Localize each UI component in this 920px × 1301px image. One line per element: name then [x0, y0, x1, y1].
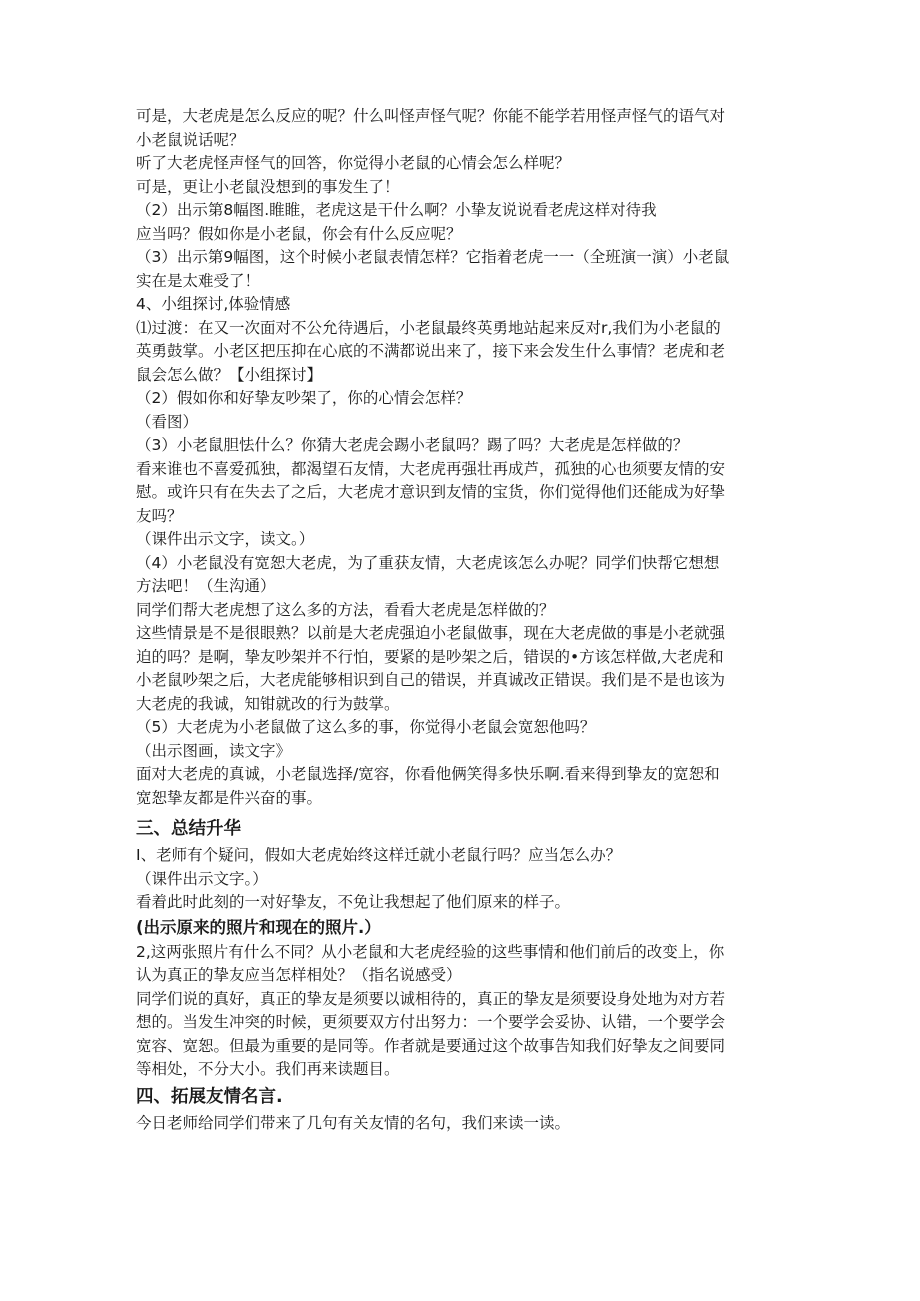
text-line: 4、小组探讨,体验情感 [136, 295, 291, 313]
text-line: 英勇鼓掌。小老区把压抑在心底的不满都说出来了，接下来会发生什么事情？老虎和老 [136, 342, 726, 360]
text-line: 宽容、宽恕。但最为重要的是同等。作者就是要通过这个故事告知我们好挚友之间要同 [136, 1036, 726, 1055]
text-line: 实在是太难受了！ [136, 271, 261, 290]
text-line: 今日老师给同学们带来了几句有关友情的名句，我们来读一读。 [136, 1113, 571, 1132]
text-line: 宽恕挚友都是件兴奋的事。 [136, 788, 323, 807]
text-line: 2,这两张照片有什么不同？从小老鼠和大老虎经验的这些事情和他们前后的改变上，你 [136, 942, 725, 961]
section-heading: 四、拓展友情名言. [136, 1086, 283, 1107]
text-line: 看着此时此刻的一对好挚友，不免让我想起了他们原来的样子。 [136, 893, 571, 911]
text-line: 小老鼠说话呢？ [136, 130, 245, 149]
text-line: 方法吧！（生沟通） [136, 577, 276, 595]
text-line: 想的。当发生冲突的时候，更须要双方付出努力：一个要学会妥协、认错，一个要学会 [136, 1013, 726, 1031]
text-line: ⑴过渡：在又一次面对不公允待遇后，小老鼠最终英勇地站起来反对r,我们为小老鼠的 [136, 318, 721, 337]
text-line: 鼠会怎么做？【小组探讨】 [136, 365, 323, 384]
text-line: 应当吗？假如你是小老鼠，你会有什么反应呢？ [136, 224, 462, 243]
text-line: 迫的吗？是啊，挚友吵架并不行怕，要紧的是吵架之后，错误的•方该怎样做,大老虎和 [136, 647, 724, 666]
text-line: （3）出示第9幅图，这个时候小老鼠表情怎样？它指着老虎一一（全班演一演）小老鼠 [136, 248, 730, 266]
bold-text-line: (出示原来的照片和现在的照片.） [136, 917, 381, 937]
section-4 [136, 1082, 796, 1136]
text-line: （3）小老鼠胆怯什么？你猜大老虎会踢小老鼠吗？踢了吗？大老虎是怎样做的？ [136, 436, 689, 454]
text-line: 大老虎的我诚，知钳就改的行为鼓掌。 [136, 694, 400, 713]
text-line: 这些情景是不是很眼熟？以前是大老虎强迫小老鼠做事，现在大老虎做的事是小老就强 [136, 624, 726, 642]
text-line: 可是，大老虎是怎么反应的呢？什么叫怪声怪气呢？你能不能学若用怪声怪气的语气对 [136, 107, 726, 125]
text-line: 听了大老虎怪声怪气的回答，你觉得小老鼠的心情会怎么样呢？ [136, 154, 571, 172]
text-line: （5）大老虎为小老鼠做了这么多的事，你觉得小老鼠会宽恕他吗？ [136, 718, 596, 736]
text-line: 友吗？ [136, 506, 183, 525]
section-heading: 三、总结升华 [136, 819, 241, 839]
text-line: 等相处，不分大小。我们再来读题目。 [136, 1060, 400, 1078]
text-line: 看来谁也不喜爱孤独，都渴望石友情，大老虎再强壮再成芦，孤独的心也须要友情的安 [136, 459, 726, 478]
section-3 [136, 814, 796, 1082]
text-line: 小老鼠吵架之后，大老虎能够相识到自己的错误，并真诚改正错误。我们是不是也该为 [136, 671, 726, 689]
document-body [136, 105, 796, 1135]
text-line: 认为真正的挚友应当怎样相处？（指名说感受） [136, 966, 462, 984]
section-2-text [136, 105, 796, 810]
text-line: 同学们说的真好，真正的挚友是须要以诚相待的，真正的挚友是须要设身处地为对方若 [136, 989, 726, 1008]
text-line: （4）小老鼠没有宽恕大老虎，为了重获友情，大老虎该怎么办呢？同学们快帮它想想 [136, 553, 720, 572]
text-line: 可是，更让小老鼠没想到的事发生了！ [136, 177, 400, 196]
text-line: （课件出示文字，读文。） [136, 530, 315, 548]
text-line: 慰。或许只有在失去了之后，大老虎才意识到友情的宝货，你们觉得他们还能成为好挚 [136, 483, 726, 501]
text-line: （2）假如你和好挚友吵架了，你的心情会怎样？ [136, 389, 472, 407]
text-line: （2）出示第8幅图.睢睢，老虎这是干什么啊？小挚友说说看老虎这样对待我 [136, 201, 657, 219]
text-line: （出示图画，读文字》 [136, 741, 292, 760]
text-line: 面对大老虎的真诚，小老鼠选择/宽容，你看他俩笑得多快乐啊.看来得到挚友的宽恕和 [136, 765, 720, 783]
text-line: 同学们帮大老虎想了这么多的方法，看看大老虎是怎样做的？ [136, 600, 555, 619]
text-line: I、老师有个疑问，假如大老虎始终这样迁就小老鼠行吗？应当怎么办？ [136, 846, 622, 864]
text-line: （课件出示文字。） [136, 869, 268, 888]
text-line: （看图） [136, 412, 199, 431]
